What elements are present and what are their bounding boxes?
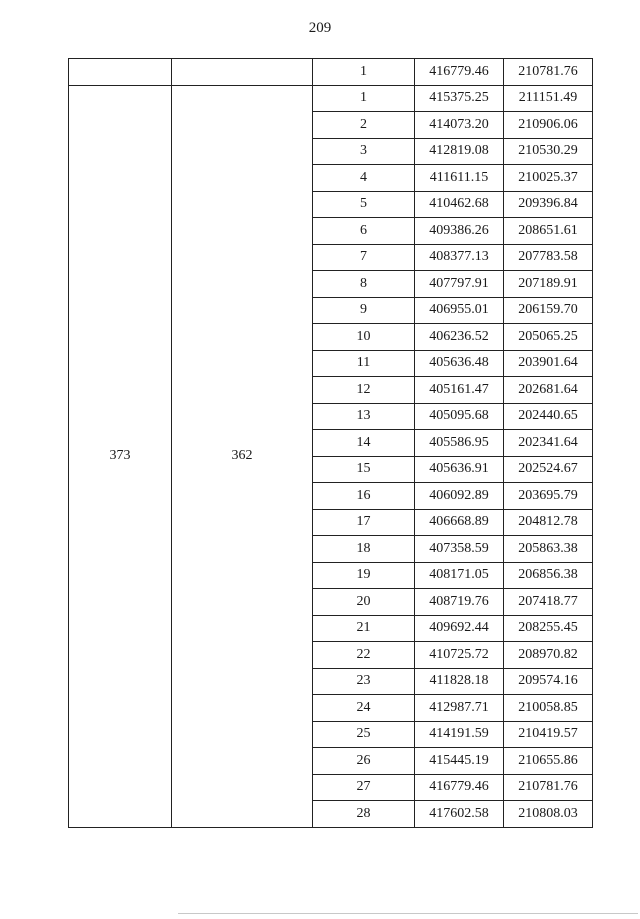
cell-y-coordinate: 207189.91 [504,271,593,298]
cell-x-coordinate: 407797.91 [415,271,504,298]
cell-x-coordinate: 406236.52 [415,324,504,351]
cell-point-number: 7 [313,244,415,271]
cell-x-coordinate: 405636.48 [415,350,504,377]
cell-point-number: 16 [313,483,415,510]
cell-point-number: 19 [313,562,415,589]
cell-point-number: 13 [313,403,415,430]
cell-y-coordinate: 209396.84 [504,191,593,218]
cell-point-number: 14 [313,430,415,457]
cell-y-coordinate: 210906.06 [504,112,593,139]
cell-y-coordinate: 210058.85 [504,695,593,722]
bottom-rule [178,913,638,914]
cell-x-coordinate: 410462.68 [415,191,504,218]
cell-point-number: 18 [313,536,415,563]
cell-point-number: 21 [313,615,415,642]
cell-y-coordinate: 210808.03 [504,801,593,828]
cell-point-number: 4 [313,165,415,192]
cell-y-coordinate: 208255.45 [504,615,593,642]
cell-x-coordinate: 411828.18 [415,668,504,695]
cell-y-coordinate: 202341.64 [504,430,593,457]
cell-point-number: 1 [313,59,415,86]
cell-point-number: 17 [313,509,415,536]
cell-x-coordinate: 406092.89 [415,483,504,510]
cell-x-coordinate: 408171.05 [415,562,504,589]
cell-x-coordinate: 408377.13 [415,244,504,271]
cell-x-coordinate: 417602.58 [415,801,504,828]
cell-col1 [69,59,172,86]
cell-y-coordinate: 204812.78 [504,509,593,536]
cell-point-number: 23 [313,668,415,695]
cell-y-coordinate: 210781.76 [504,59,593,86]
cell-x-coordinate: 410725.72 [415,642,504,669]
cell-y-coordinate: 208970.82 [504,642,593,669]
cell-point-number: 5 [313,191,415,218]
cell-y-coordinate: 206159.70 [504,297,593,324]
cell-point-number: 24 [313,695,415,722]
cell-y-coordinate: 211151.49 [504,85,593,112]
cell-y-coordinate: 210655.86 [504,748,593,775]
table-row [69,85,593,112]
cell-point-number: 9 [313,297,415,324]
cell-point-number: 25 [313,721,415,748]
cell-x-coordinate: 405636.91 [415,456,504,483]
cell-x-coordinate: 405586.95 [415,430,504,457]
coordinates-table [68,58,593,828]
cell-y-coordinate: 210530.29 [504,138,593,165]
cell-y-coordinate: 210025.37 [504,165,593,192]
cell-y-coordinate: 207783.58 [504,244,593,271]
cell-point-number: 2 [313,112,415,139]
cell-y-coordinate: 202440.65 [504,403,593,430]
cell-x-coordinate: 415375.25 [415,85,504,112]
cell-x-coordinate: 414191.59 [415,721,504,748]
cell-y-coordinate: 203695.79 [504,483,593,510]
cell-x-coordinate: 406955.01 [415,297,504,324]
cell-point-number: 1 [313,85,415,112]
cell-x-coordinate: 409692.44 [415,615,504,642]
cell-y-coordinate: 209574.16 [504,668,593,695]
cell-col2 [172,59,313,86]
cell-x-coordinate: 416779.46 [415,59,504,86]
cell-group-col1: 373 [69,85,172,827]
cell-point-number: 26 [313,748,415,775]
cell-point-number: 27 [313,774,415,801]
cell-x-coordinate: 405095.68 [415,403,504,430]
cell-y-coordinate: 210419.57 [504,721,593,748]
cell-point-number: 22 [313,642,415,669]
cell-point-number: 10 [313,324,415,351]
cell-point-number: 11 [313,350,415,377]
page-number: 209 [308,20,332,36]
cell-y-coordinate: 205065.25 [504,324,593,351]
cell-point-number: 28 [313,801,415,828]
table-row [69,59,593,86]
cell-x-coordinate: 405161.47 [415,377,504,404]
cell-y-coordinate: 202681.64 [504,377,593,404]
cell-point-number: 12 [313,377,415,404]
cell-x-coordinate: 414073.20 [415,112,504,139]
cell-y-coordinate: 210781.76 [504,774,593,801]
cell-y-coordinate: 208651.61 [504,218,593,245]
cell-point-number: 8 [313,271,415,298]
cell-x-coordinate: 406668.89 [415,509,504,536]
cell-y-coordinate: 205863.38 [504,536,593,563]
cell-x-coordinate: 407358.59 [415,536,504,563]
cell-y-coordinate: 202524.67 [504,456,593,483]
cell-x-coordinate: 409386.26 [415,218,504,245]
cell-x-coordinate: 411611.15 [415,165,504,192]
cell-x-coordinate: 416779.46 [415,774,504,801]
cell-x-coordinate: 415445.19 [415,748,504,775]
cell-point-number: 3 [313,138,415,165]
cell-point-number: 15 [313,456,415,483]
cell-y-coordinate: 203901.64 [504,350,593,377]
cell-point-number: 20 [313,589,415,616]
cell-y-coordinate: 207418.77 [504,589,593,616]
cell-x-coordinate: 412987.71 [415,695,504,722]
cell-y-coordinate: 206856.38 [504,562,593,589]
cell-x-coordinate: 408719.76 [415,589,504,616]
cell-x-coordinate: 412819.08 [415,138,504,165]
cell-group-col2: 362 [172,85,313,827]
cell-point-number: 6 [313,218,415,245]
